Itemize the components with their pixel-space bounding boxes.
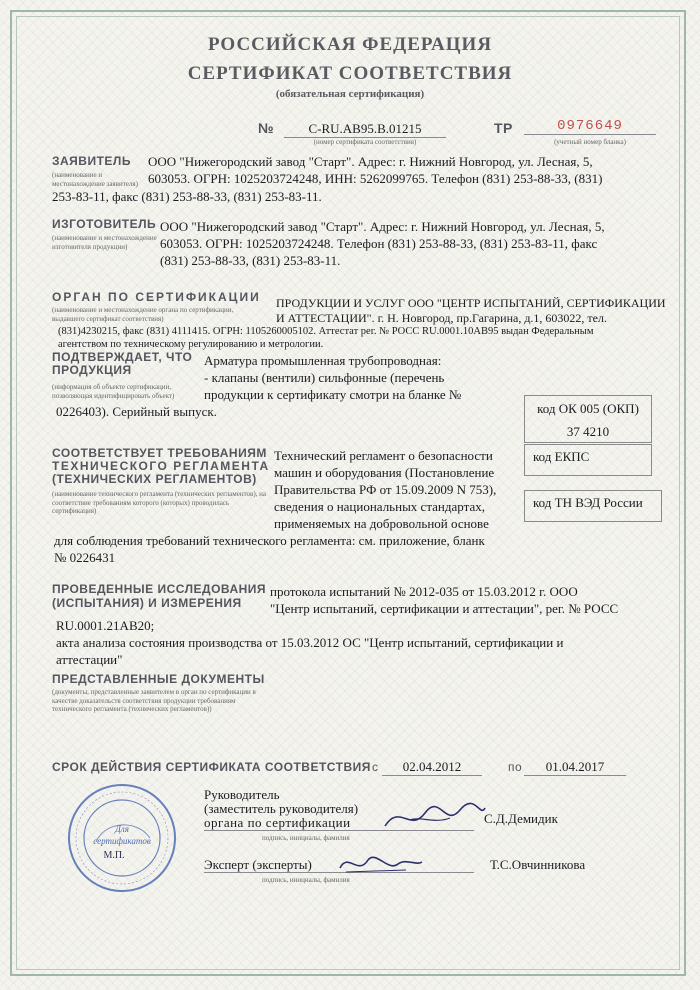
manufacturer-line-1: ООО "Нижегородский завод "Старт". Адрес: г. Нижний Новгород, ул. Лесная, 5, — [160, 219, 605, 234]
number-symbol: № — [258, 120, 275, 136]
product-label-2: ПРОДУКЦИЯ — [52, 363, 132, 377]
head-title-2: (заместитель руководителя) — [204, 801, 359, 816]
seal-text-2: сертификатов — [93, 836, 151, 846]
certificate-title: СЕРТИФИКАТ СООТВЕТСТВИЯ — [187, 63, 513, 84]
expert-label: Эксперт (эксперты) — [204, 857, 312, 872]
body-hint: (наименование и местонахождение органа по сертификации, выдавшего сертификат соответствия) — [52, 306, 234, 323]
tp-label: ТР — [494, 120, 513, 136]
regulation-hint: (наименование технического регламента (технических регламентов), на соответствие требованиям которого (которых) проводилась сертификация) — [52, 490, 267, 515]
expert-signature-hint: подпись, инициалы, фамилия — [262, 876, 350, 884]
regulation-line-2: машин и оборудования (Постановление — [274, 465, 495, 480]
ekps-code-label: код ЕКПС — [533, 449, 590, 464]
product-label-1: ПОДТВЕРЖДАЕТ, ЧТО — [52, 350, 193, 364]
expert-name: Т.С.Овчинникова — [490, 857, 586, 872]
seal-mp: М.П. — [103, 850, 125, 861]
okp-code-box — [524, 395, 652, 443]
product-hint: (информация об объекте сертификации, позволяющая идентифицировать объект) — [52, 383, 175, 400]
validity-to: 01.04.2017 — [524, 758, 626, 776]
regulation-line-7: № 0226431 — [54, 550, 116, 565]
manufacturer-line-2: 603053. ОГРН: 1025203724248. Телефон (831) 253-88-33, (831) 253-83-11, факс — [160, 236, 598, 251]
tnved-code-label: код ТН ВЭД России — [533, 495, 643, 510]
documents-label: ПРЕДСТАВЛЕННЫЕ ДОКУМЕНТЫ — [52, 672, 265, 686]
product-line-4: 0226403). Серийный выпуск. — [56, 404, 217, 419]
form-number-hint: (учетный номер бланка) — [554, 138, 626, 146]
country-title: РОССИЙСКАЯ ФЕДЕРАЦИЯ — [207, 34, 493, 55]
applicant-line-1: ООО "Нижегородский завод "Старт". Адрес: г. Нижний Новгород, ул. Лесная, 5, — [148, 154, 593, 169]
ekps-code-box — [524, 444, 652, 476]
product-line-1: Арматура промышленная трубопроводная: — [204, 353, 442, 368]
form-number: 0976649 — [524, 118, 656, 135]
manufacturer-hint: (наименование и местонахождение изготовителя продукции) — [52, 234, 157, 251]
regulation-line-1: Технический регламент о безопасности — [274, 448, 493, 463]
head-title-3: органа по сертификации — [204, 815, 351, 830]
manufacturer-label: ИЗГОТОВИТЕЛЬ — [52, 217, 157, 231]
regulation-line-4: сведения о национальных стандартах, — [274, 499, 485, 514]
applicant-line-3: 253-83-11, факс (831) 253-88-33, (831) 253-83-11. — [52, 189, 322, 204]
validity-label: СРОК ДЕЙСТВИЯ СЕРТИФИКАТА СООТВЕТСТВИЯ — [52, 760, 371, 774]
tests-line-4: акта анализа состояния производства от 15.03.2012 ОС "Центр испытаний, сертификации и — [56, 635, 564, 650]
documents-hint: (документы, представленные заявителем в орган по сертификации в качестве доказательств соответствия продукции требованиям технического регламента (технических регламентов)) — [52, 688, 256, 713]
okp-code-value: 37 4210 — [566, 424, 610, 439]
tests-line-5: аттестации" — [56, 652, 123, 667]
validity-to-word: по — [508, 760, 523, 774]
body-line-1: ПРОДУКЦИИ И УСЛУГ ООО "ЦЕНТР ИСПЫТАНИЙ, СЕРТИФИКАЦИИ — [276, 296, 666, 310]
head-signature-icon — [380, 798, 490, 838]
body-label: ОРГАН ПО СЕРТИФИКАЦИИ — [52, 290, 261, 304]
applicant-line-2: 603053. ОГРН: 1025203724248, ИНН: 5262099765. Телефон (831) 253-88-33, (831) — [148, 171, 603, 186]
expert-signature-icon — [336, 846, 426, 880]
seal-text-1: Для — [115, 824, 129, 834]
regulation-line-5: применяемых на добровольной основе — [274, 516, 489, 531]
tests-label-2: (ИСПЫТАНИЯ) И ИЗМЕРЕНИЯ — [52, 596, 242, 610]
regulation-label-2: ТЕХНИЧЕСКОГО РЕГЛАМЕНТА — [52, 459, 270, 473]
manufacturer-line-3: (831) 253-88-33, (831) 253-83-11. — [160, 253, 341, 268]
tests-line-2: "Центр испытаний, сертификации и аттестации", рег. № РОСС — [270, 601, 619, 616]
certificate-number: C-RU.AB95.B.01215 — [284, 120, 446, 138]
okp-code-label: код ОК 005 (ОКП) — [537, 401, 639, 416]
tests-label-1: ПРОВЕДЕННЫЕ ИССЛЕДОВАНИЯ — [52, 582, 267, 596]
certificate-subtitle: (обязательная сертификация) — [275, 88, 425, 100]
tnved-code-box — [524, 490, 662, 522]
applicant-label: ЗАЯВИТЕЛЬ — [52, 154, 131, 168]
body-line-3: (831)4230215, факс (831) 4111415. ОГРН: 1105260005102. Аттестат рег. № РОСС RU.0001.10АВ95 выдан Федеральным — [58, 326, 594, 337]
product-line-2: - клапаны (вентили) сильфонные (перечень — [204, 370, 445, 385]
body-line-2: И АТТЕСТАЦИИ". г. Н. Новгород, пр.Гагарина, д.1, 603022, тел. — [276, 311, 607, 325]
head-signature-hint: подпись, инициалы, фамилия — [262, 834, 350, 842]
regulation-label-1: СООТВЕТСТВУЕТ ТРЕБОВАНИЯМ — [52, 446, 267, 460]
regulation-label-3: (ТЕХНИЧЕСКИХ РЕГЛАМЕНТОВ) — [52, 472, 257, 486]
regulation-line-3: Правительства РФ от 15.09.2009 N 753), — [274, 482, 497, 497]
validity-from-word: с — [372, 760, 379, 774]
validity-from: 02.04.2012 — [382, 758, 482, 776]
certificate-number-hint: (номер сертификата соответствия) — [313, 138, 417, 146]
applicant-hint: (наименование и местонахождение заявителя) — [52, 171, 138, 188]
stamp-seal-icon — [66, 782, 178, 894]
tests-line-1: протокола испытаний № 2012-035 от 15.03.2012 г. ООО — [270, 584, 578, 599]
regulation-line-6: для соблюдения требований технического регламента: см. приложение, бланк — [54, 533, 485, 548]
tests-line-3: RU.0001.21АВ20; — [56, 618, 155, 633]
product-line-3: продукции к сертификату смотри на бланке № — [204, 387, 462, 402]
head-title-1: Руководитель — [204, 787, 280, 802]
body-line-4: агентством по техническому регулированию и метрологии. — [58, 339, 324, 350]
head-name: С.Д.Демидик — [484, 811, 558, 826]
